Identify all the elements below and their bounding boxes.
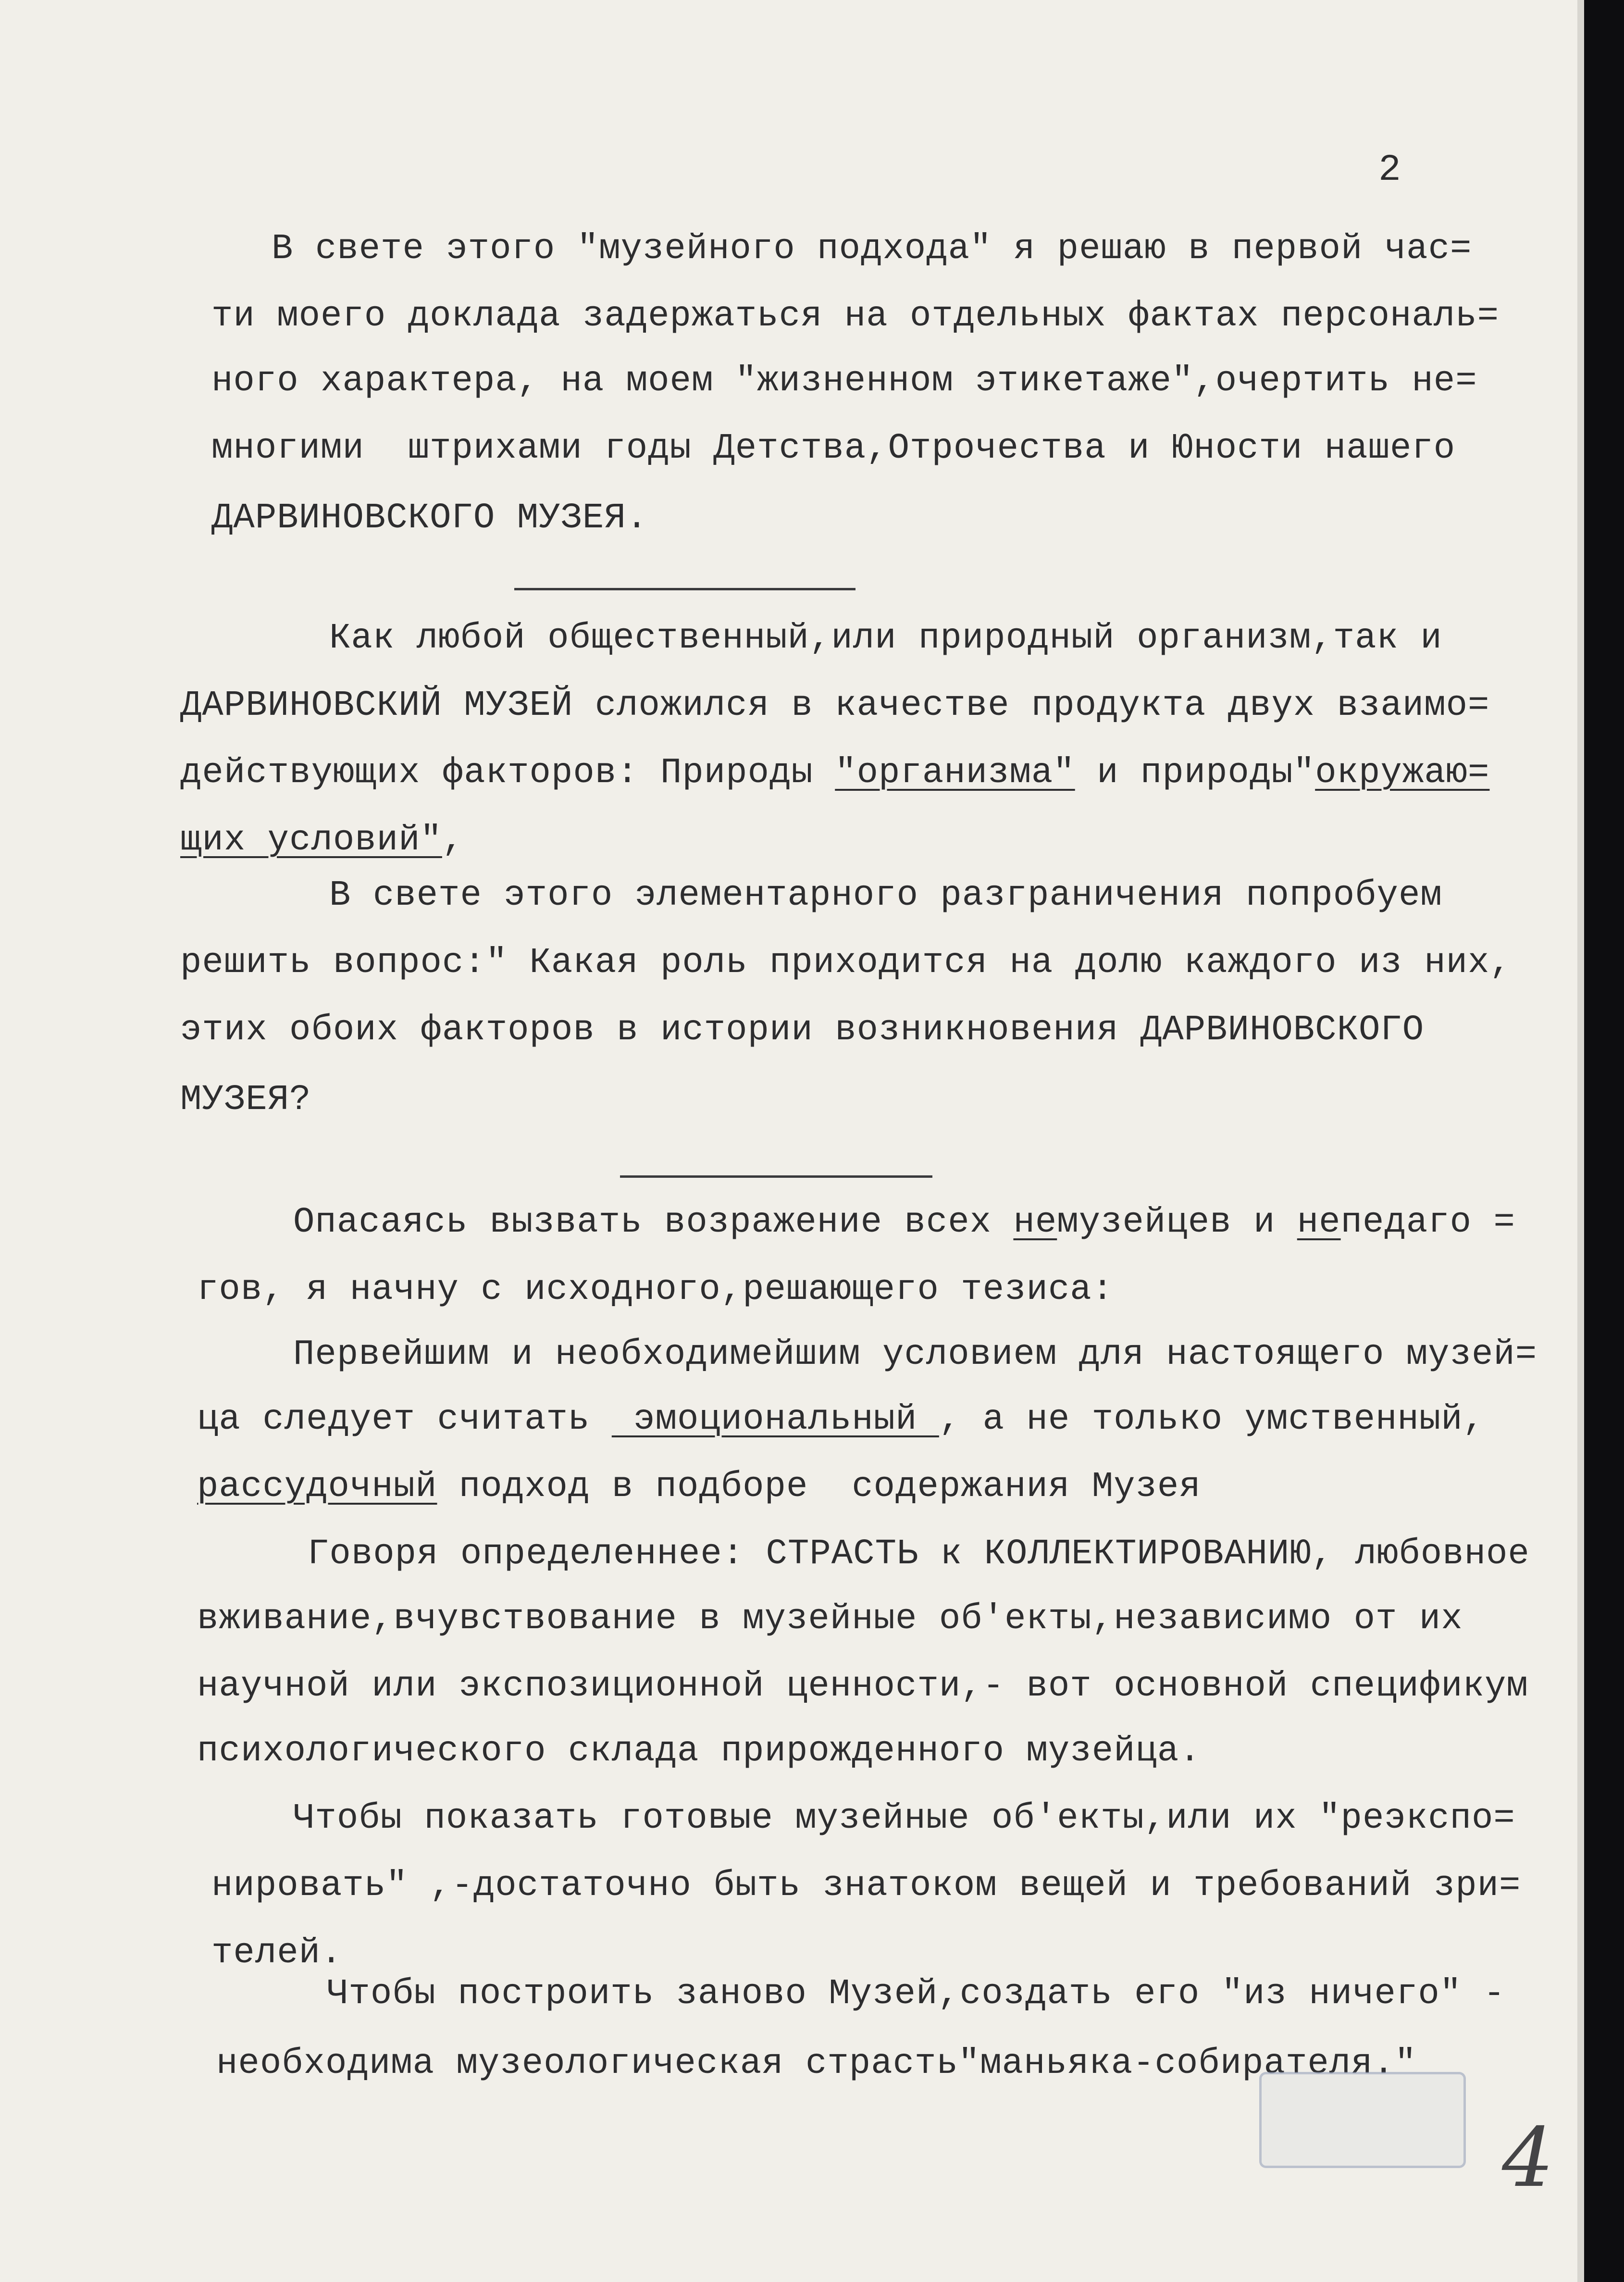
text-line bbox=[293, 1332, 1537, 1378]
text-segment: научной или экспозиционной ценности,- вот основной спецификум bbox=[197, 1666, 1528, 1707]
text-segment: ного характера, на моем "жизненном этикетаже",очертить не= bbox=[211, 361, 1477, 401]
text-segment: ДАРВИНОВСКИЙ МУЗЕЙ сложился в качестве продукта двух взаимо= bbox=[180, 686, 1490, 726]
text-segment: ца следует считать bbox=[197, 1399, 612, 1440]
text-segment: В свете этого элементарного разграничения попробуем bbox=[329, 875, 1442, 916]
text-segment: многими штрихами годы Детства,Отрочества и Юности нашего bbox=[211, 428, 1456, 469]
text-line bbox=[327, 1971, 1505, 2017]
text-segment: вживание,вчувствование в музейные об'екты,независимо от их bbox=[197, 1599, 1463, 1639]
text-segment: гов, я начну с исходного,решающего тезиса: bbox=[197, 1270, 1114, 1310]
text-segment: ДАРВИНОВСКОГО МУЗЕЯ. bbox=[211, 498, 648, 538]
text-line bbox=[211, 358, 1477, 404]
text-segment: необходима музеологическая страсть"маньяка-собирателя." bbox=[216, 2044, 1417, 2084]
text-line bbox=[180, 1077, 311, 1123]
text-line bbox=[197, 1596, 1463, 1642]
text-segment: психологического склада прирожденного музейца. bbox=[197, 1731, 1201, 1771]
text-line bbox=[211, 425, 1455, 472]
text-line bbox=[211, 495, 648, 541]
text-line bbox=[180, 817, 464, 863]
text-segment: этих обоих факторов в истории возникновения ДАРВИНОВСКОГО bbox=[180, 1010, 1425, 1050]
text-line bbox=[211, 293, 1499, 339]
text-line bbox=[329, 615, 1442, 661]
text-segment: Опасаясь вызвать возражение всех bbox=[293, 1202, 1014, 1243]
text-segment: Как любой общественный,или природный организм,так и bbox=[329, 618, 1442, 659]
underlined-text: "организма" bbox=[835, 753, 1075, 793]
text-segment: , bbox=[442, 820, 464, 860]
underlined-text: эмоциональный bbox=[611, 1399, 939, 1440]
archive-stamp bbox=[1259, 2072, 1466, 2168]
text-segment: , а не только умственный, bbox=[939, 1399, 1485, 1440]
underlined-text: рассудочный bbox=[197, 1467, 437, 1507]
text-segment: педаго = bbox=[1340, 1202, 1515, 1243]
text-segment: музейцев и bbox=[1057, 1202, 1297, 1243]
underlined-text: не bbox=[1297, 1202, 1341, 1243]
text-segment: действующих факторов: Природы bbox=[180, 753, 835, 793]
text-line bbox=[180, 683, 1489, 729]
text-line bbox=[197, 1663, 1528, 1709]
text-line bbox=[197, 1267, 1114, 1313]
text-segment: Чтобы построить заново Музей,создать его "из ничего" - bbox=[327, 1974, 1505, 2014]
underlined-text: не bbox=[1013, 1202, 1057, 1243]
text-segment: Первейшим и необходимейшим условием для настоящего музей= bbox=[293, 1334, 1537, 1375]
text-line bbox=[293, 1199, 1515, 1246]
text-segment: Говоря определеннее: СТРАСТЬ к КОЛЛЕКТИРОВАНИЮ, любовное bbox=[308, 1534, 1530, 1574]
text-line bbox=[197, 1464, 1201, 1510]
text-line bbox=[308, 1531, 1530, 1577]
text-segment: ти моего доклада задержаться на отдельных фактах персональ= bbox=[211, 296, 1500, 337]
text-line bbox=[180, 1007, 1424, 1053]
text-line bbox=[197, 1397, 1485, 1443]
underlined-text: окружаю= bbox=[1315, 753, 1490, 793]
text-line bbox=[211, 1863, 1521, 1909]
text-line bbox=[272, 226, 1472, 272]
page-number: 2 bbox=[1378, 149, 1401, 191]
text-segment: В свете этого "музейного подхода" я решаю в первой час= bbox=[272, 229, 1472, 269]
underlined-text: щих условий" bbox=[180, 820, 442, 860]
separator-rule bbox=[514, 588, 855, 590]
text-line bbox=[329, 873, 1442, 919]
page-edge bbox=[1577, 0, 1584, 2282]
text-line bbox=[180, 750, 1489, 796]
text-segment: решить вопрос:" Какая роль приходится на долю каждого из них, bbox=[180, 943, 1512, 983]
text-segment: нировать" ,-достаточно быть знатоком вещей и требований зри= bbox=[211, 1866, 1521, 1906]
text-segment: телей. bbox=[211, 1933, 343, 1973]
text-segment: и природы" bbox=[1075, 753, 1315, 793]
text-line bbox=[293, 1796, 1515, 1842]
text-segment: Чтобы показать готовые музейные об'екты,или их "реэкспо= bbox=[293, 1798, 1515, 1839]
text-line bbox=[197, 1728, 1201, 1774]
text-segment: МУЗЕЯ? bbox=[180, 1080, 311, 1120]
text-segment: подход в подборе содержания Музея bbox=[437, 1467, 1201, 1507]
separator-rule bbox=[620, 1175, 932, 1178]
text-line bbox=[216, 2041, 1416, 2087]
text-line bbox=[180, 940, 1512, 986]
text-line bbox=[211, 1930, 342, 1976]
handwritten-folio-number: 4 bbox=[1502, 2110, 1554, 2206]
